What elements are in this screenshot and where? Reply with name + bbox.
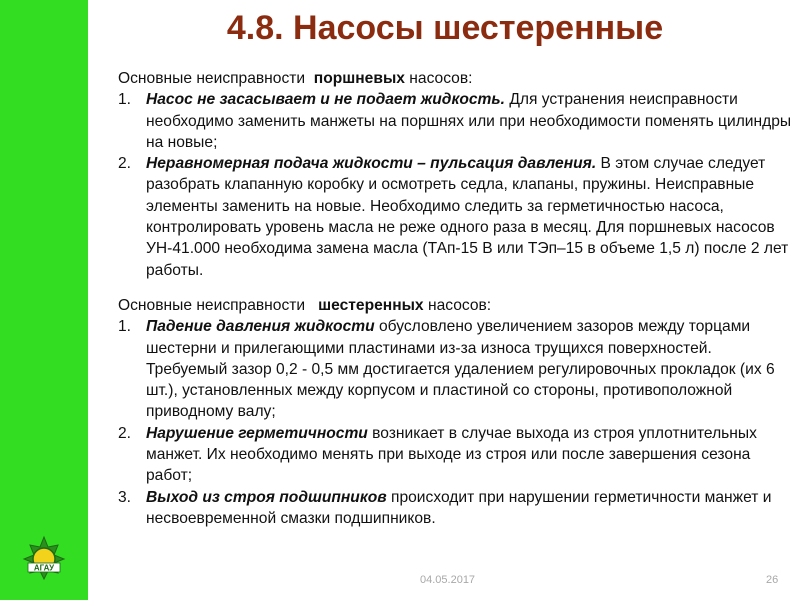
gear-section-intro: Основные неисправности шестеренных насосов: bbox=[118, 296, 492, 314]
piston-faults-list bbox=[118, 89, 793, 281]
sidebar-stripe bbox=[0, 0, 88, 600]
list-item: 3. Выход из строя подшипников происходит при нарушении герметичности манжет и несвоевременной смазки подшипников. bbox=[118, 488, 772, 527]
slide-title: 4.8. Насосы шестеренные bbox=[226, 9, 664, 47]
list-item: 1. Насос не засасывает и не подает жидкость. Для устранения неисправности необходимо заменить манжеты на поршнях или при необходимости поменять цилиндры на новые; bbox=[118, 91, 792, 151]
list-item: 2. Неравномерная подача жидкости – пульсация давления. В этом случае следует разобрать клапанную коробку и осмотреть седла, клапаны, пружины. Неисправные элементы заменить на новые. Необходимо следить за герметичностью насоса, контролировать уровень масла не реже одного раза в месяц. Для поршневых насосов УН-41.000 необходима замена масла (ТАп-15 В или ТЭп–15 в объеме 1,5 л) после 2 лет работы. bbox=[118, 155, 789, 279]
list-item: 1. Падение давления жидкости обусловлено увеличением зазоров между торцами шестерни и прилегающими пластинами из-за износа трущихся поверхностей. Требуемый зазор 0,2 - 0,5 мм достигается удалением регулировочных прокладок (их 6 шт.), установленных между корпусом и пластиной со стороны, противоположной приводному валу; bbox=[118, 318, 775, 421]
footer-date: 04.05.2017 bbox=[420, 574, 476, 586]
gear-faults-list bbox=[118, 316, 793, 529]
page-number: 26 bbox=[766, 574, 779, 586]
slide-body bbox=[118, 68, 793, 529]
piston-section-intro: Основные неисправности поршневых насосов: bbox=[118, 70, 473, 87]
list-item: 2. Нарушение герметичности возникает в случае выхода из строя уплотнительных манжет. Их необходимо менять при выходе из строя или после завершения сезона работ; bbox=[118, 424, 757, 485]
svg-text:АГАУ: АГАУ bbox=[33, 563, 55, 573]
university-logo bbox=[14, 533, 74, 581]
